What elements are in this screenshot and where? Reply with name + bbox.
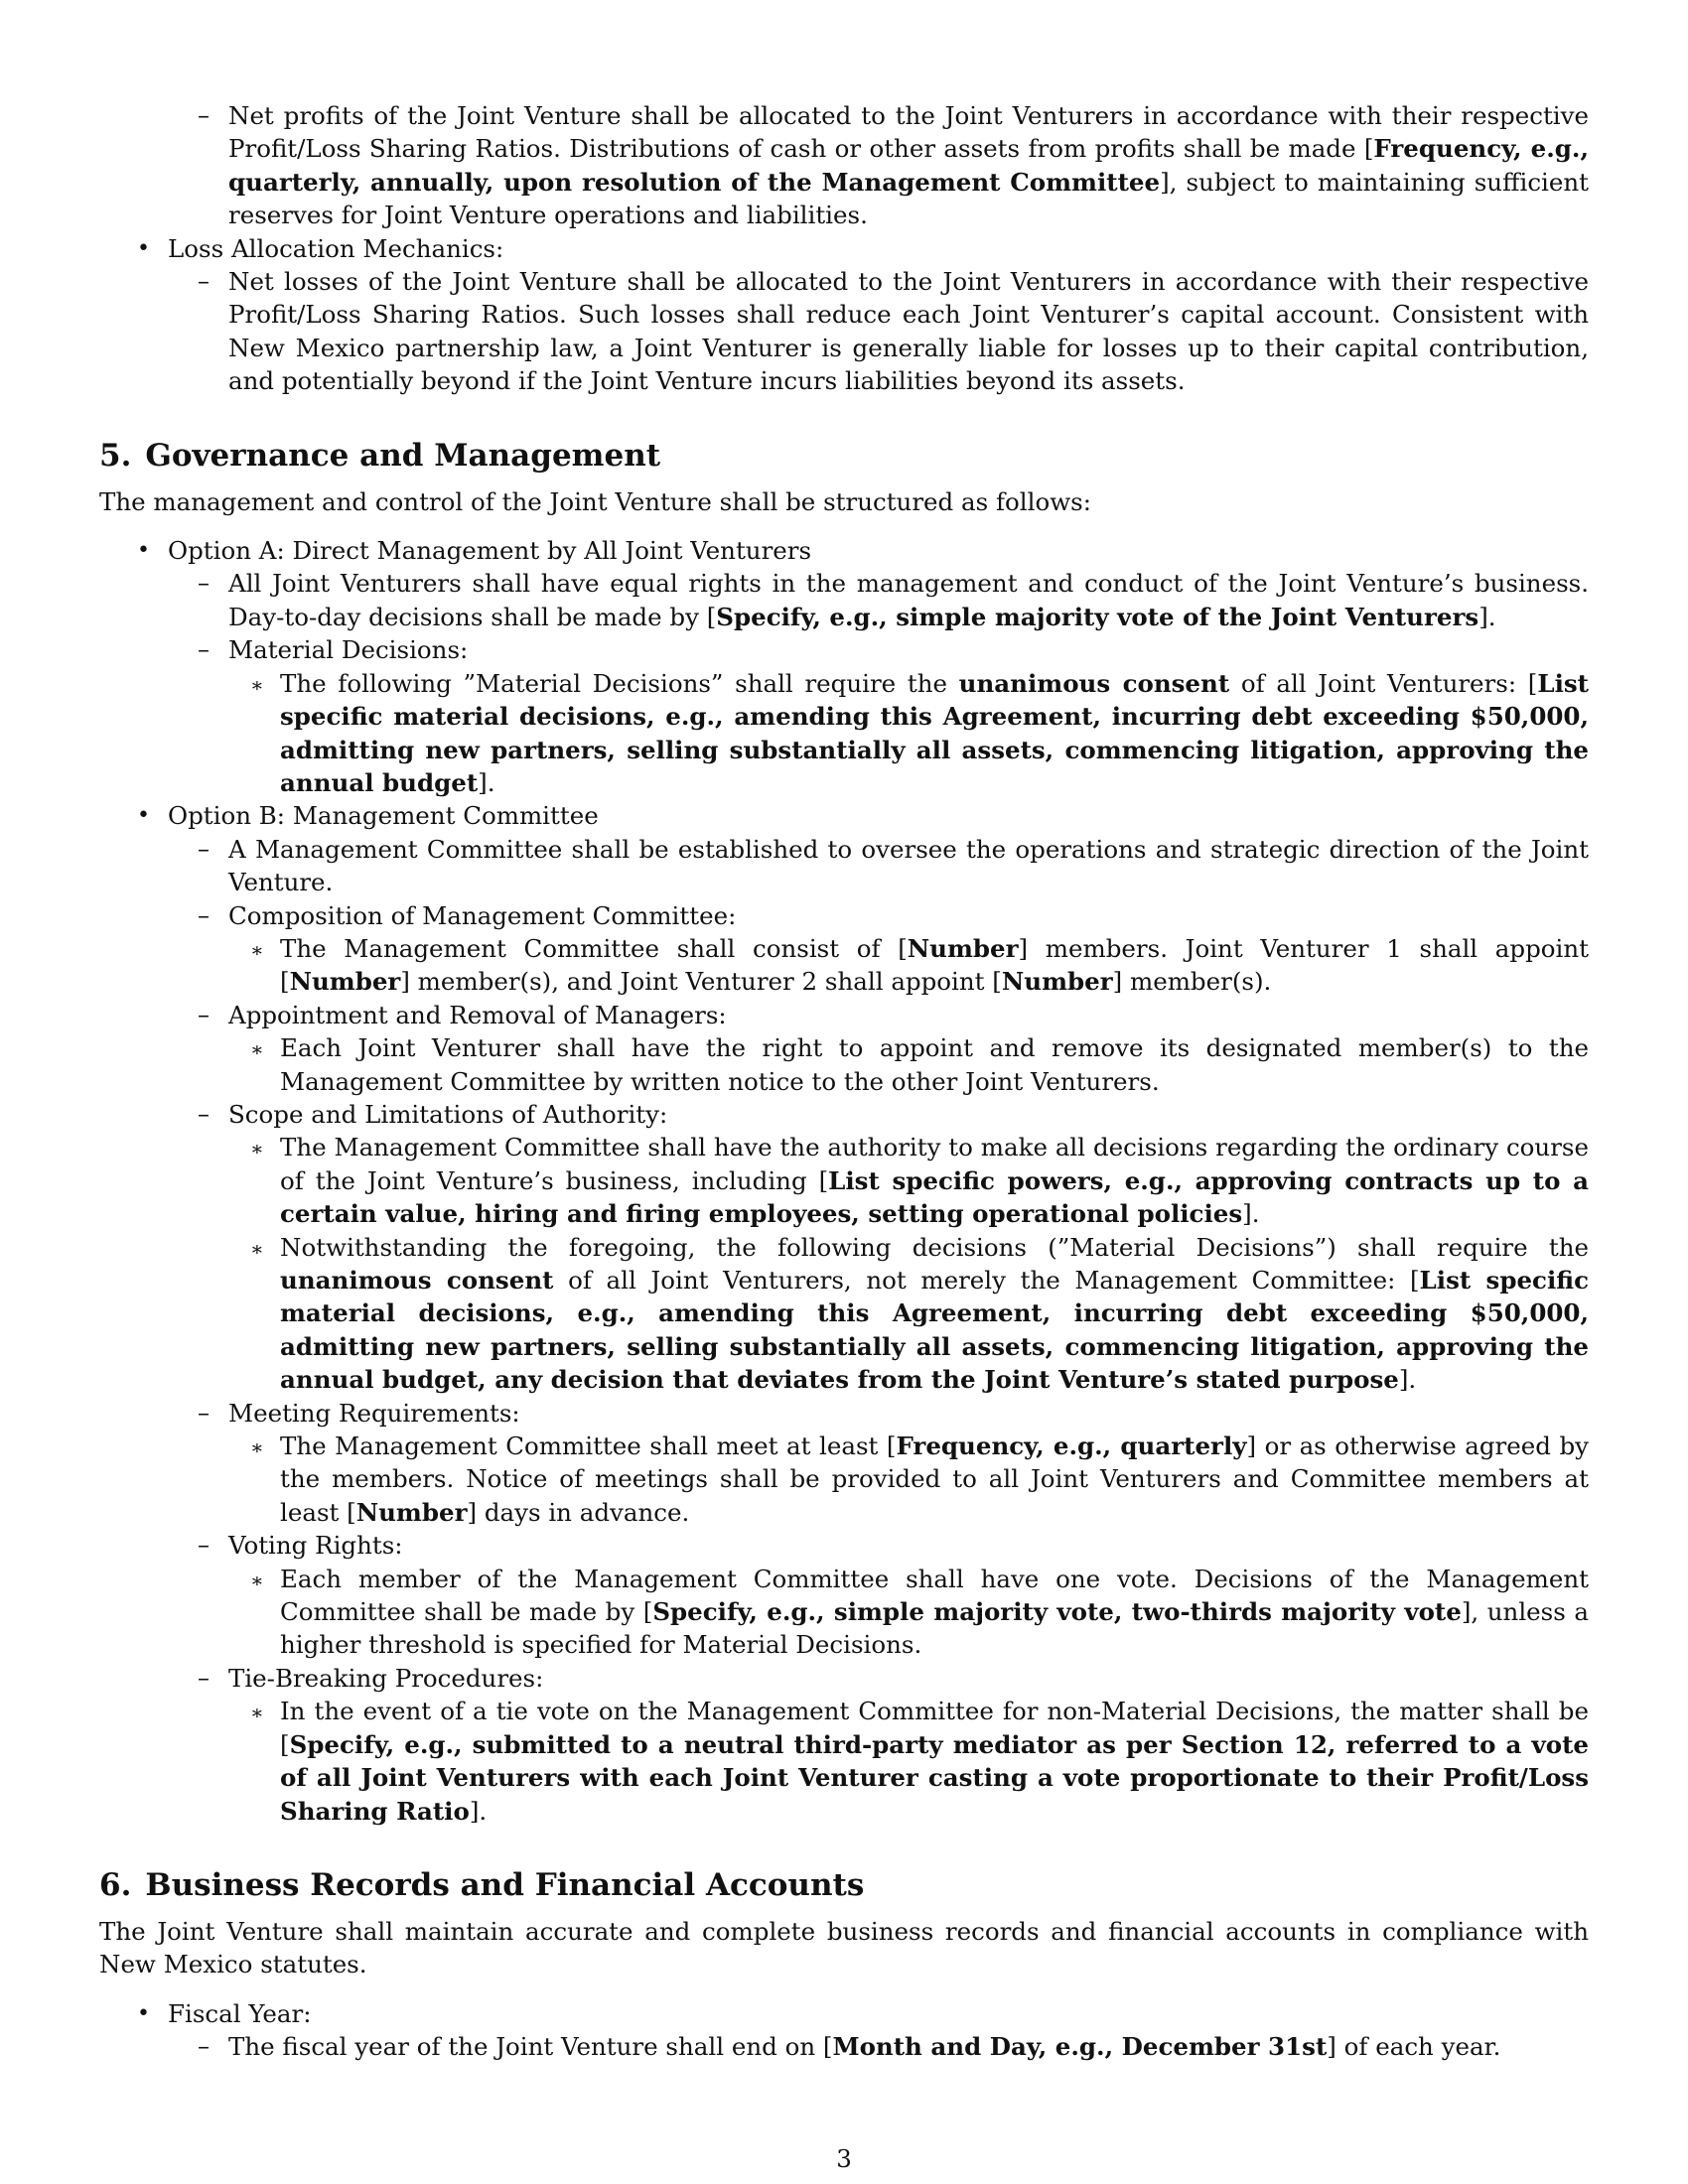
voting-heading: – Voting Rights: bbox=[99, 1529, 1589, 1562]
option-a-equal-rights: – All Joint Venturers shall have equal rights in the management and conduct of the Joint Venture’s business. Day-to-day decisions shall be made by [Specify, e.g., simple majority vote of the Joint Venturers]. bbox=[198, 569, 1589, 631]
scope-item-1: ∗ The Management Committee shall have the authority to make all decisions regarding the ordinary course of the Joint Venture’s business, including [List specific powers, e.g., approving contracts up to a certain value, hiring and firing employees, setting operational policies]. bbox=[250, 1133, 1589, 1229]
bullet-marker: • bbox=[137, 538, 150, 564]
appointment-item: ∗ Each Joint Venturer shall have the right to appoint and remove its designated member(s) to the Management Committee by written notice to the other Joint Venturers. bbox=[250, 1033, 1589, 1096]
dash-marker: – bbox=[198, 900, 210, 929]
fiscal-year-heading: • Fiscal Year: bbox=[99, 1997, 1589, 2030]
meeting-heading: – Meeting Requirements: bbox=[99, 1397, 1589, 1430]
option-a-material-item: ∗ The following ”Material Decisions” shall require the unanimous consent of all Joint Venturers: [List specific material decisions, e.g., amending this Agreement, incurring debt exceeding $50,000, admitting new partners, selling substantially all assets, commencing litigation, approving the annual budget]. bbox=[250, 668, 1589, 797]
star-marker: ∗ bbox=[250, 672, 264, 697]
meeting-item: ∗ The Management Committee shall meet at least [Frequency, e.g., quarterly] or as otherwise agreed by the members. Notice of meetings shall be provided to all Joint Venturers and Committee members at least [Number] days in advance. bbox=[250, 1432, 1589, 1527]
tie-breaking-heading: – Tie-Breaking Procedures: bbox=[99, 1662, 1589, 1695]
dash-marker: – bbox=[198, 1099, 210, 1128]
fiscal-year-item: – The fiscal year of the Joint Venture shall end on [Month and Day, e.g., December 31st] of each year. bbox=[99, 2030, 1589, 2063]
dash-marker: – bbox=[198, 834, 210, 863]
star-marker: ∗ bbox=[250, 1137, 264, 1161]
page-number: 3 bbox=[836, 2144, 852, 2173]
section-5-heading: 5. Governance and Management bbox=[99, 437, 661, 474]
profit-distribution-item: – Net profits of the Joint Venture shall be allocated to the Joint Venturers in accordance with their respective Profit/Loss Sharing Ratios. Distributions of cash or other assets from profits shall be made [Frequency, e.g., quarterly, annually, upon resolution of the Management Committee], subject to maintaining sufficient reserves for Joint Venture operations and liabilities. bbox=[198, 101, 1589, 230]
section-6-intro: The Joint Venture shall maintain accurate and complete business records and financial accounts in compliance with New Mexico statutes. bbox=[99, 1916, 1589, 1979]
option-b-heading: • Option B: Management Committee bbox=[99, 799, 1589, 832]
dash-marker: – bbox=[198, 267, 210, 296]
section-6-heading: 6. Business Records and Financial Accounts bbox=[99, 1866, 865, 1903]
dash-marker: – bbox=[198, 1000, 210, 1028]
appointment-heading: – Appointment and Removal of Managers: bbox=[99, 999, 1589, 1031]
star-marker: ∗ bbox=[250, 1037, 264, 1062]
loss-allocation-heading: • Loss Allocation Mechanics: bbox=[99, 232, 1589, 265]
dash-marker: – bbox=[198, 1531, 210, 1560]
option-a-material-heading: – Material Decisions: bbox=[99, 633, 1589, 666]
dash-marker: – bbox=[198, 2032, 210, 2061]
star-marker: ∗ bbox=[250, 1568, 264, 1592]
bullet-marker: • bbox=[137, 235, 150, 261]
section-5-intro: The management and control of the Joint Venture shall be structured as follows: bbox=[99, 486, 1092, 516]
star-marker: ∗ bbox=[250, 1435, 264, 1460]
composition-item: ∗ The Management Committee shall consist of [Number] members. Joint Venturer 1 shall appoint [Number] member(s), and Joint Venturer 2 shall appoint [Number] member(s). bbox=[250, 933, 1589, 997]
dash-marker: – bbox=[198, 1663, 210, 1692]
dash-marker: – bbox=[198, 635, 210, 664]
star-marker: ∗ bbox=[250, 1236, 264, 1261]
option-b-establish: – A Management Committee shall be established to oversee the operations and strategic direction of the Joint Venture. bbox=[198, 834, 1589, 897]
bullet-marker: • bbox=[137, 803, 150, 829]
dash-marker: – bbox=[198, 1398, 210, 1427]
scope-heading: – Scope and Limitations of Authority: bbox=[99, 1098, 1589, 1131]
star-marker: ∗ bbox=[250, 937, 264, 962]
scope-item-2: ∗ Notwithstanding the foregoing, the following decisions (”Material Decisions”) shall require the unanimous consent of all Joint Venturers, not merely the Management Committee: [List specific material decisions, e.g., amending this Agreement, incurring debt exceeding $50,000, admitting new partners, selling substantially all assets, commencing litigation, approving the annual budget, any decision that deviates from the Joint Venture’s stated purpose]. bbox=[250, 1232, 1590, 1395]
loss-allocation-item: – Net losses of the Joint Venture shall be allocated to the Joint Venturers in accordance with their respective Profit/Loss Sharing Ratios. Such losses shall reduce each Joint Venturer’s capital account. Consistent with New Mexico partnership law, a Joint Venturer is generally liable for losses up to their capital contribution, and potentially beyond if the Joint Venture incurs liabilities beyond its assets. bbox=[198, 267, 1589, 396]
dash-marker: – bbox=[198, 101, 210, 129]
dash-marker: – bbox=[198, 569, 210, 598]
star-marker: ∗ bbox=[250, 1701, 264, 1725]
tie-breaking-item: ∗ In the event of a tie vote on the Management Committee for non-Material Decisions, the matter shall be [Specify, e.g., submitted to a neutral third-party mediator as per Section 12, referred to a vote of all Joint Venturers with each Joint Venturer casting a vote proportionate to their Profit/Loss Sharing Ratio]. bbox=[250, 1697, 1589, 1826]
option-a-heading: • Option A: Direct Management by All Joint Venturers bbox=[99, 534, 1589, 567]
document-page bbox=[99, 99, 1589, 2064]
voting-item: ∗ Each member of the Management Committee shall have one vote. Decisions of the Management Committee shall be made by [Specify, e.g., simple majority vote, two-thirds majority vote], unless a higher threshold is specified for Material Decisions. bbox=[250, 1564, 1589, 1660]
bullet-marker: • bbox=[137, 2000, 150, 2026]
composition-heading: – Composition of Management Committee: bbox=[99, 899, 1589, 932]
